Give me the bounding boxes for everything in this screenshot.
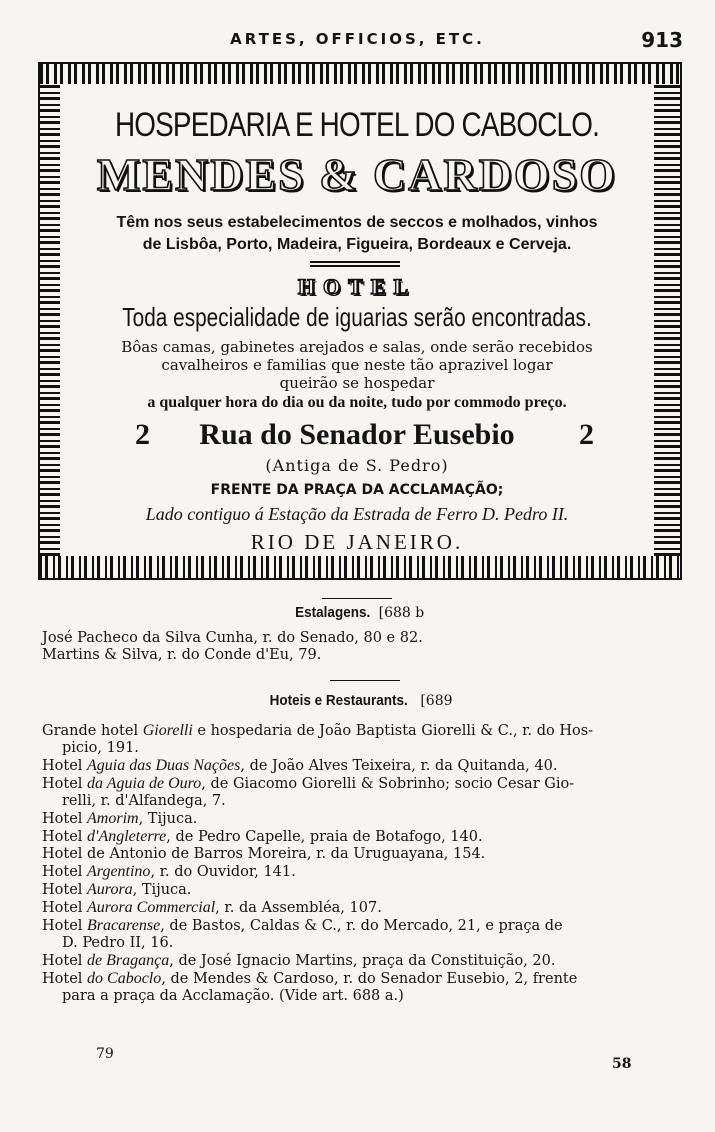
ornamental-border-right	[654, 84, 680, 556]
list-item-continuation: D. Pedro II, 16.	[62, 935, 174, 951]
list-item-continuation: picio, 191.	[62, 740, 139, 756]
advertisement-body	[60, 84, 654, 556]
section-divider	[330, 680, 400, 681]
section-heading: Hoteis e Restaurants.	[270, 692, 409, 709]
ornamental-border-left	[40, 84, 60, 556]
section-ref: [688 b	[378, 605, 425, 621]
list-item: Hotel Bracarense, de Bastos, Caldas & C., r. do Mercado, 21, e praça de	[42, 917, 563, 934]
goods-line-1: Têm nos seus estabelecimentos de seccos e molhados, vinhos	[116, 214, 598, 231]
list-item-continuation: relli, r. d'Alfandega, 7.	[62, 793, 226, 809]
list-item: Hotel Argentino, r. do Ouvidor, 141.	[42, 863, 296, 880]
header-title: ARTES, OFFICIOS, ETC.	[230, 30, 485, 48]
estalagens-list	[42, 630, 688, 664]
establishment-name: HOSPEDARIA E HOTEL DO CABOCLO.	[114, 106, 600, 144]
running-header	[0, 30, 715, 54]
list-item: Hotel Amorim, Tijuca.	[42, 810, 198, 827]
list-item: Hotel de Bragança, de José Ignacio Martins, praça da Constituição, 20.	[42, 952, 556, 969]
firm-name: MENDES & CARDOSO	[96, 149, 618, 200]
list-item: Hotel da Aguia de Ouro, de Giacomo Giorelli & Sobrinho; socio Cesar Gio-	[42, 775, 575, 792]
list-item: Hotel do Caboclo, de Mendes & Cardoso, r. do Senador Eusebio, 2, frente	[42, 970, 578, 987]
street-number: 2	[579, 418, 594, 451]
ornamental-border-bottom	[40, 556, 680, 578]
section-divider	[322, 598, 392, 599]
list-item: Martins & Silva, r. do Conde d'Eu, 79.	[42, 647, 322, 663]
description-line-1: Bôas camas, gabinetes arejados e salas, onde serão recebidos	[121, 338, 593, 356]
hotel-advertisement	[38, 62, 682, 580]
section-ref: [689	[420, 693, 453, 709]
hotel-word: HOTEL	[297, 274, 417, 299]
ornamental-border-top	[40, 64, 680, 84]
goods-line-2: de Lisbôa, Porto, Madeira, Figueira, Bordeaux e Cerveja.	[142, 236, 572, 253]
list-item: Hotel Aurora Commercial, r. da Assembléa, 107.	[42, 899, 382, 916]
list-item: Grande hotel Giorelli e hospedaria de João Baptista Giorelli & C., r. do Hos-	[42, 722, 594, 739]
sheet-number: 58	[612, 1056, 632, 1072]
signature-mark: 79	[96, 1046, 114, 1062]
city-name: RIO DE JANEIRO.	[250, 530, 464, 554]
divider-rule	[310, 261, 400, 263]
hours-line: a qualquer hora do dia ou da noite, tudo por commodo preço.	[147, 394, 567, 411]
list-item: Hotel d'Angleterre, de Pedro Capelle, praia de Botafogo, 140.	[42, 828, 483, 845]
former-street-name: (Antiga de S. Pedro)	[265, 456, 449, 475]
hoteis-heading	[0, 692, 715, 709]
divider-rule	[310, 265, 400, 267]
description-line-3: queirão se hospedar	[279, 374, 435, 392]
list-item: José Pacheco da Silva Cunha, r. do Senado, 80 e 82.	[42, 630, 423, 646]
list-item-continuation: para a praça da Acclamação. (Vide art. 688 a.)	[62, 988, 404, 1004]
location-line: Lado contiguo á Estação da Estrada de Ferro D. Pedro II.	[145, 504, 569, 524]
section-heading: Estalagens.	[294, 604, 370, 621]
estalagens-heading	[0, 604, 715, 621]
street-number: 2	[135, 418, 150, 451]
hoteis-list	[42, 722, 688, 1005]
page-number: 913	[641, 28, 683, 52]
facing-line: FRENTE DA PRAÇA DA ACCLAMAÇÃO;	[210, 482, 504, 498]
description-line-2: cavalheiros e familias que neste tão aprazivel logar	[161, 356, 553, 374]
specialty-line: Toda especialidade de iguarias serão encontradas.	[122, 302, 592, 332]
street-name: Rua do Senador Eusebio	[199, 418, 515, 451]
list-item: Hotel de Antonio de Barros Moreira, r. da Uruguayana, 154.	[42, 846, 486, 862]
list-item: Hotel Aurora, Tijuca.	[42, 881, 192, 898]
list-item: Hotel Aguia das Duas Nações, de João Alves Teixeira, r. da Quitanda, 40.	[42, 757, 558, 774]
address-line	[60, 418, 654, 452]
